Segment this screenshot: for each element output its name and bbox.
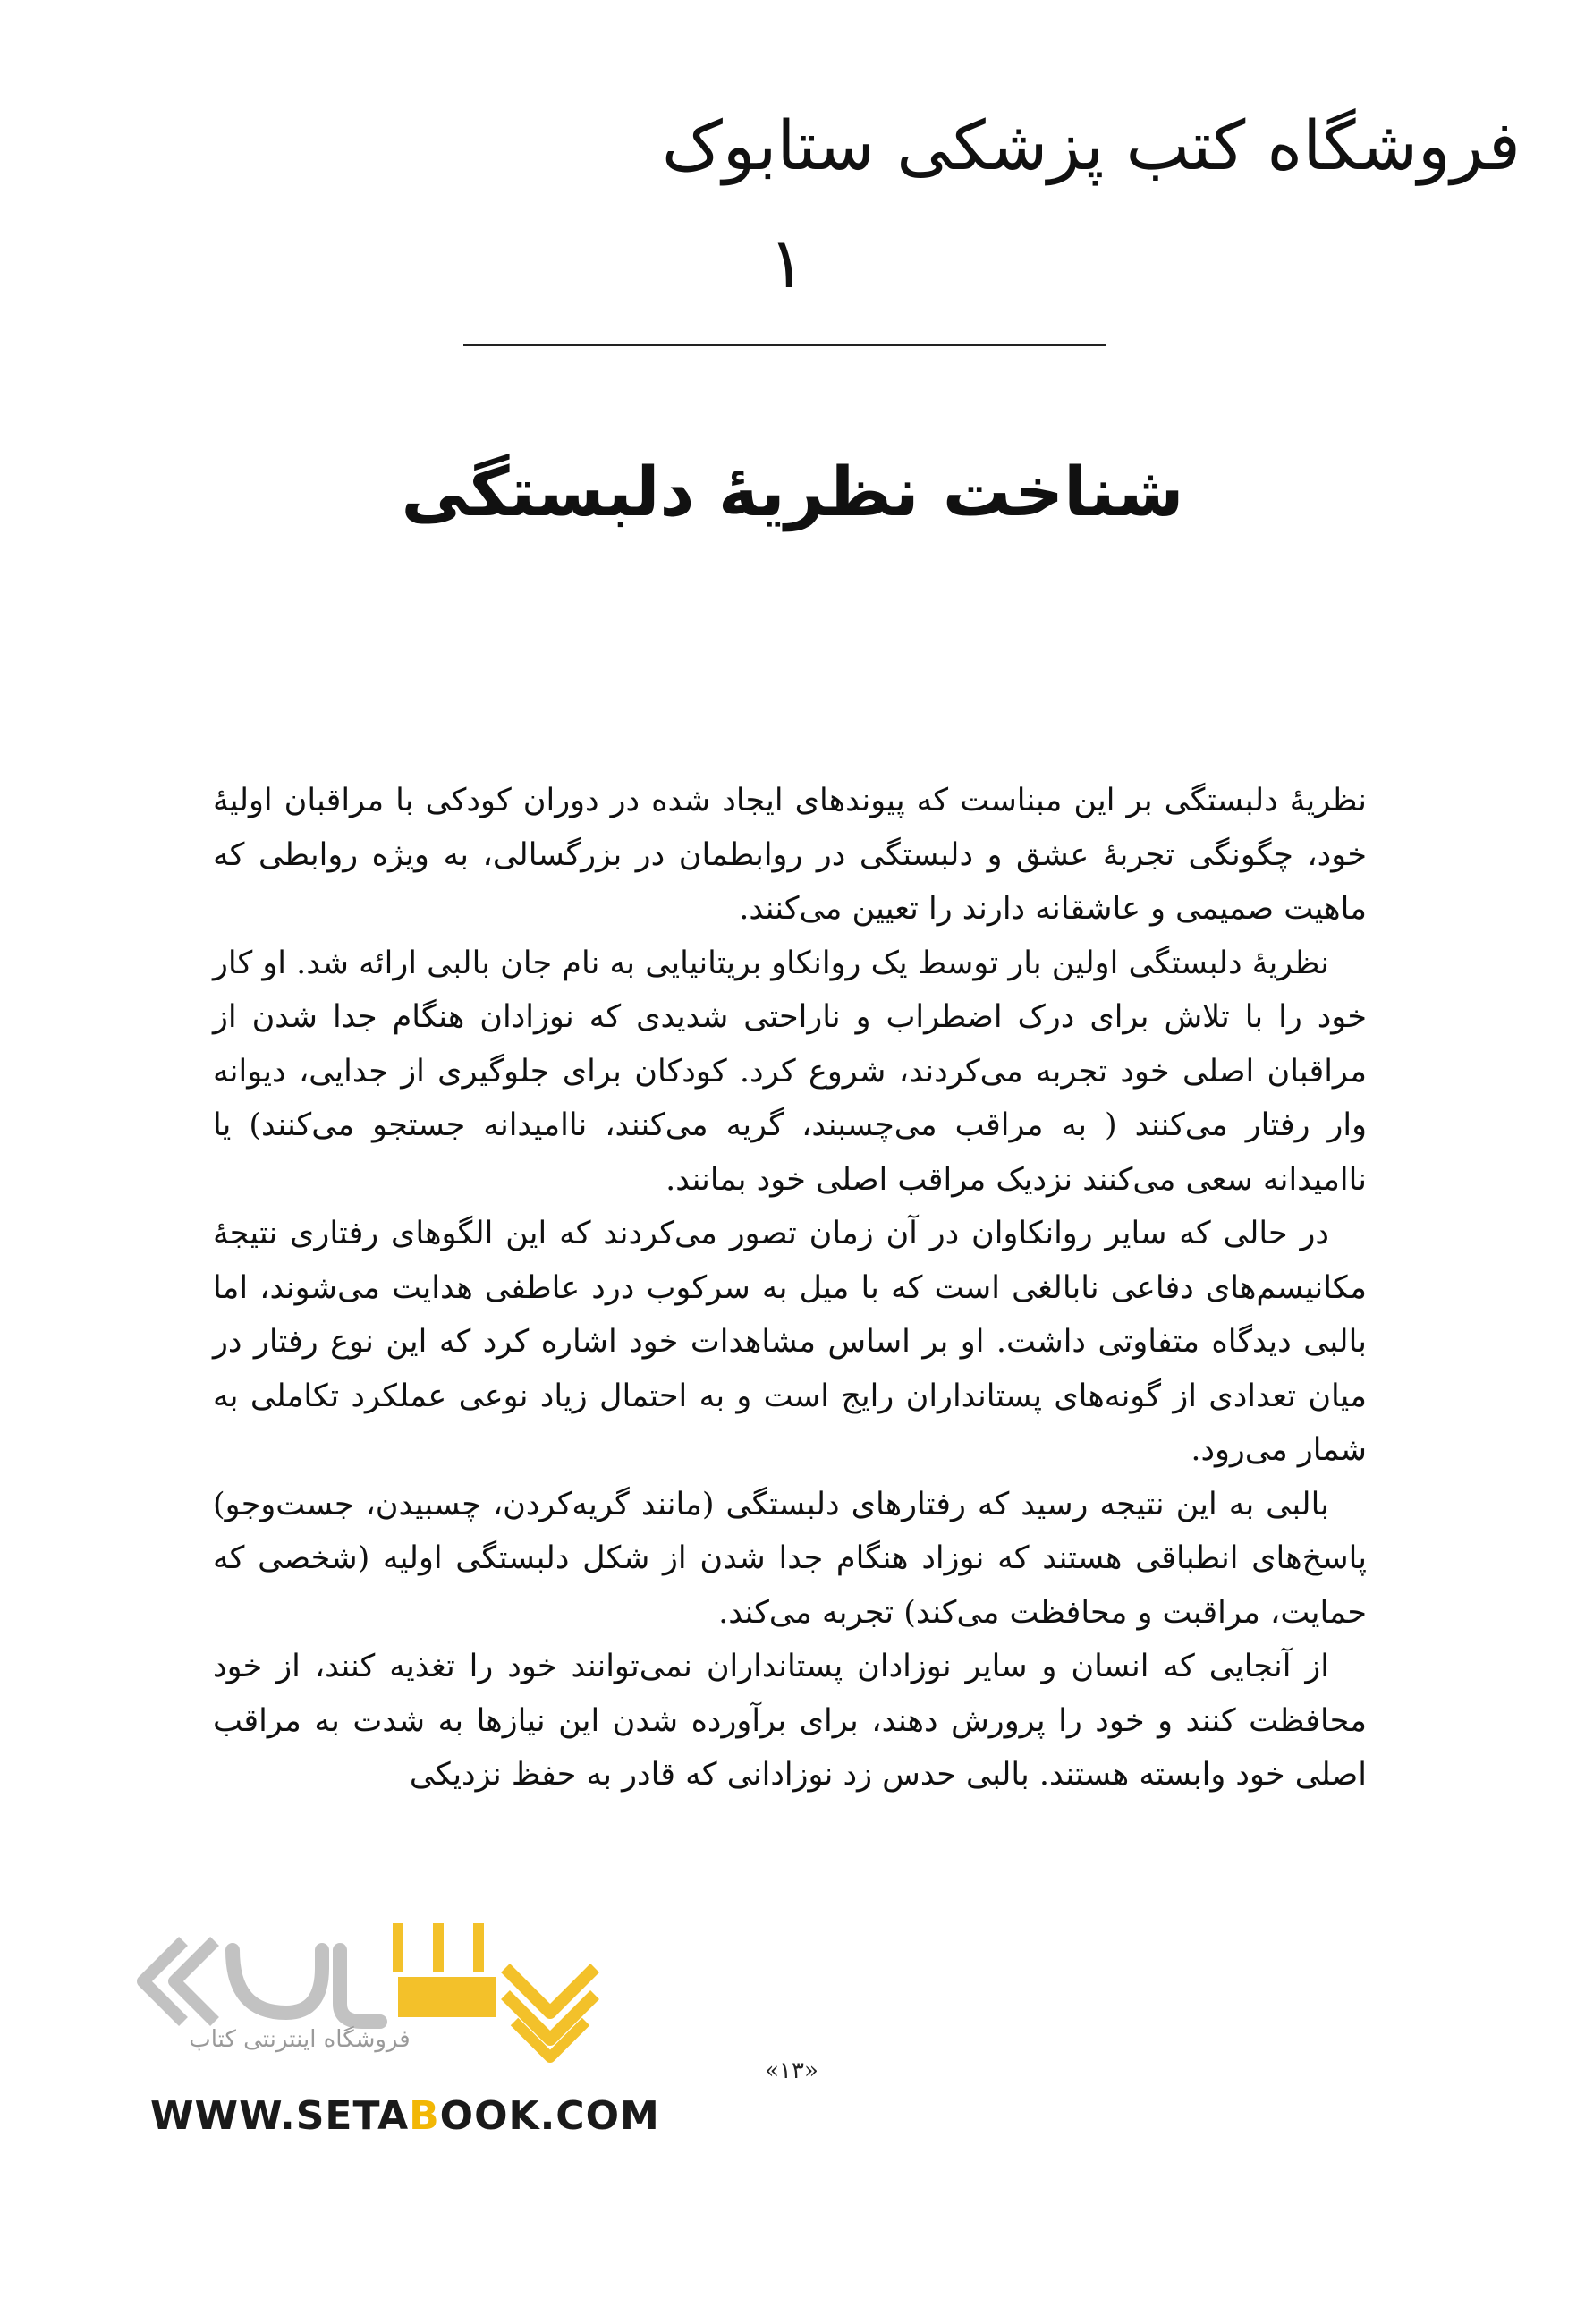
paragraph: در حالی که سایر روانکاوان در آن زمان تصور می‌کردند که این الگوهای رفتاری نتیجهٔ مکانیسم‌های دفاعی نابالغی است که با میل به سرکوب درد عاطفی هدایت می‌شوند، اما بالبی دیدگاه متفاوتی داشت. او بر اساس مشاهدات خود اشاره کرد که این نوع رفتار در میان تعدادی از گونه‌های پستانداران رایج است و به احتمال زیاد نوعی عملکرد تکاملی به شمار می‌رود. [213,1216,1367,1468]
watermark-tagline: فروشگاه اینترنتی کتاب [189,2026,411,2053]
logo-letter-shape [233,1950,322,2013]
paragraph: نظریهٔ دلبستگی بر این مبناست که پیوندهای ایجاد شده در دوران کودکی با مراقبان اولیهٔ خود، چگونگی تجربهٔ عشق و دلبستگی در روابطمان در بزرگسالی، به ویژه روابطی که ماهیت صمیمی و عاشقانه دارند را تعیین می‌کنند. [213,783,1367,927]
watermark-url-accent: B [409,2093,440,2139]
chapter-number: ۱ [768,224,806,304]
chapter-title: شناخت نظریهٔ دلبستگی [401,452,1184,531]
chapter-divider [463,344,1106,346]
watermark-url-prefix: WWW.SETA [150,2093,410,2139]
logo-book-shape [398,1923,479,1972]
paragraph: از آنجایی که انسان و سایر نوزادان پستانداران نمی‌توانند خود را تغذیه کنند، از خود محافظت کنند و خود را پرورش دهند، برای برآورده شدن این نیازها به شدت به مراقب اصلی خود وابسته هستند. بالبی حدس زد نوزادانی که قادر به حفظ نزدیکی [213,1649,1367,1793]
chevron-left-icon [174,1941,215,2022]
store-name-header: فروشگاه کتب پزشکی ستابوک [661,106,1521,185]
body-text [213,774,1367,1802]
paragraph: بالبی به این نتیجه رسید که رفتارهای دلبستگی (مانند گریه‌کردن، چسبیدن، جست‌وجو) پاسخ‌های انطباقی هستند که نوزاد هنگام جدا شدن از شکل دلبستگی اولیه (شخصی که حمایت، مراقبت و محافظت می‌کند) تجربه می‌کند. [213,1486,1367,1631]
paragraph: نظریهٔ دلبستگی اولین بار توسط یک روانکاو بریتانیایی به نام جان بالبی ارائه شد. او کار خود را با تلاش برای درک اضطراب و ناراحتی شدیدی که نوزادان هنگام جدا شدن از مراقبان اصلی خود تجربه می‌کردند، شروع کرد. کودکان برای جلوگیری از جدایی، دیوانه وار رفتار می‌کنند ( به مراقب می‌چسبند، گریه می‌کنند، ناامیدانه جستجو می‌کنند) یا ناامیدانه سعی می‌کنند نزدیک مراقب اصلی خود بمانند. [213,945,1367,1198]
logo-letter-shape [340,1950,380,2022]
watermark-url [150,2093,660,2139]
watermark-url-suffix: OOK.COM [439,2093,660,2139]
page-number: «۱۳» [765,2057,818,2084]
logo-book-shape [398,1977,496,2017]
